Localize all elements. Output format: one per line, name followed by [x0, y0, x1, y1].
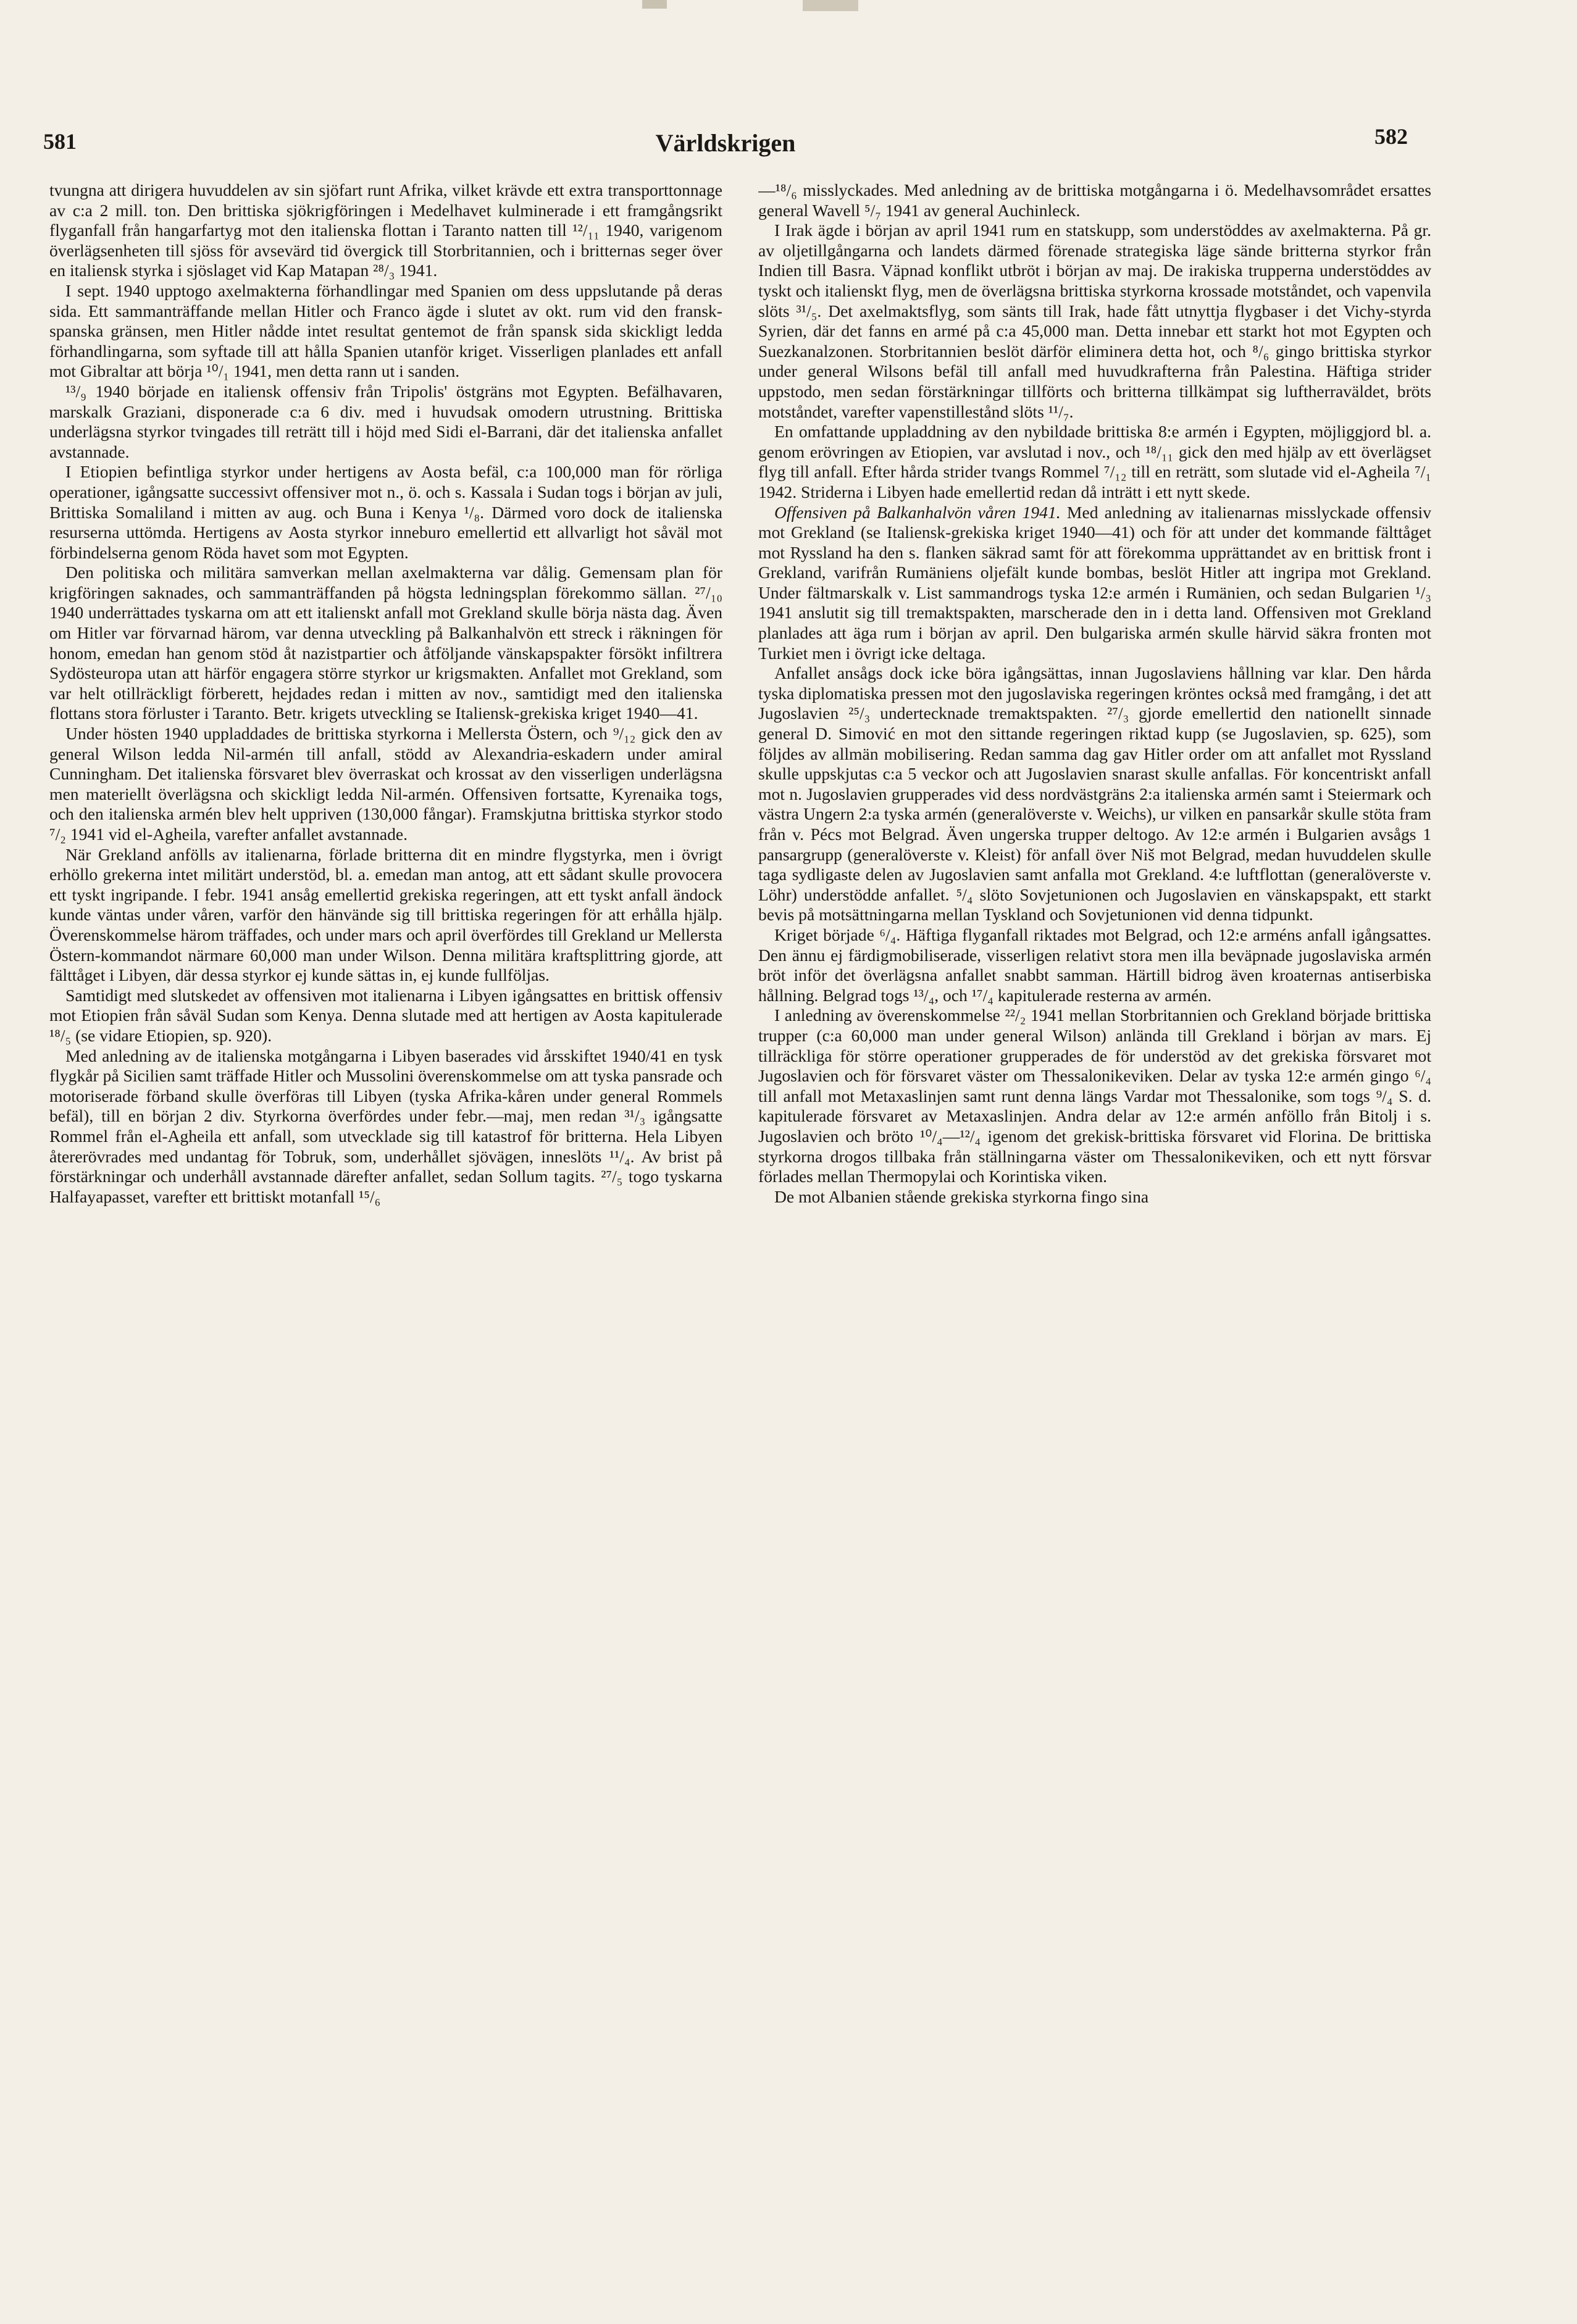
- paragraph: Kriget började ⁶/₄. Häftiga flyganfall riktades mot Belgrad, och 12:e arméns anfall igångsattes. Den ännu ej färdigmobiliserade, visserligen relativt stora men illa beväpnade jugoslaviska armén bröt inför det överlägsna anfallet snabbt samman. Härtill bidrog även kroaternas antiserbiska hållning. Belgrad togs ¹³/₄, och ¹⁷/₄ kapitulerade resterna av armén.: [758, 925, 1431, 1005]
- paragraph: [758, 503, 1431, 664]
- page-header: [43, 122, 1408, 166]
- paragraph: De mot Albanien stående grekiska styrkorna fingo sina: [774, 1186, 1149, 1206]
- paragraph: En omfattande uppladdning av den nybildade brittiska 8:e armén i Egypten, möjliggjord bl. a. genom erövringen av Etiopien, var avslutad i nov., och ¹⁸/₁₁ gick den med hjälp av ett överlägset flyg till anfall. Efter hårda strider tvangs Rommel ⁷/₁₂ till en reträtt, som slutade vid el-Agheila ⁷/₁ 1942. Striderna i Libyen hade emellertid redan då inträtt i ett nytt skede.: [758, 422, 1431, 501]
- paper-stain: [642, 0, 667, 9]
- paragraph: Anfallet ansågs dock icke böra igångsättas, innan Jugoslaviens hållning var klar. Den hårda tyska diplomatiska pressen mot den jugoslaviska regeringen kröntes också med framgång, i det att Jugoslavien ²⁵/₃ undertecknade tremaktspakten. ²⁷/₃ gjorde emellertid den nationellt sinnade general D. Simović en mot den sittande regeringen riktad kupp (se Jugoslavien, sp. 625), som följdes av allmän mobilisering. Redan samma dag gav Hitler order om att anfallet mot Ryssland skulle uppskjutas c:a 5 veckor och att Jugoslavien snarast skulle anfallas. För koncentriskt anfall mot n. Jugoslavien grupperades vid dess nordvästgräns 2:a italienska armén samt i Steiermark och västra Ungern 2:a tyska armén (generalöverste v. Weichs), ur vilken en pansarkår skulle stöta fram från v. Pécs mot Belgrad. Även ungerska trupper deltogo. Av 12:e armén i Bulgarien avsågs 1 pansargrupp (generalöverste v. Kleist) för anfall över Niš mot Belgrad, medan huvuddelen skulle taga sydligaste delen av Jugoslavien samt anfalla mot Grekland. 4:e luftflottan (generalöverste v. Löhr) understödde anfallet. ⁵/₄ slöto Sovjetunionen och Jugoslavien en vänskapspakt, ett starkt bevis på motsättningarna mellan Tyskland och Sovjetunionen vid denna tidpunkt.: [758, 663, 1431, 925]
- paragraph: I Irak ägde i början av april 1941 rum en statskupp, som understöddes av axelmakterna. På gr. av oljetillgångarna och landets därmed förenade strategiska läge sände britterna styrkor från Indien till Basra. Väpnad konflikt utbröt i början av maj. De irakiska trupperna understöddes av tyskt och italienskt flyg, men de överlägsna brittiska styrkorna krossade motståndet, och vapenvila slöts ³¹/₅. Det axelmaktsflyg, som sänts till Irak, hade fått utnyttja flygbaser i det Vichy-styrda Syrien, där det fanns en armé på c:a 45,000 man. Detta innebar ett starkt hot mot Egypten och Suezkanalzonen. Storbritannien beslöt därför eliminera detta hot, och ⁸/₆ gingo brittiska styrkor under general Wilsons befäl till anfall med huvudkrafterna från Palestina. Häftiga strider uppstodo, men sedan förstärkningar tillförts och britterna tillkämpat sig luftherraväldet, bröts motståndet, varefter vapenstillestånd slöts ¹¹/₇.: [758, 220, 1431, 421]
- paragraph: Den politiska och militära samverkan mellan axelmakterna var dålig. Gemensam plan för krigföringen saknades, och sammanträffanden på högsta ledningsplan förekommo sällan. ²⁷/₁₀ 1940 underrättades tyskarna om att ett italienskt anfall mot Grekland skulle börja nästa dag. Även om Hitler var förvarnad härom, var denna utveckling på Balkanhalvön ett streck i räkningen för honom, emedan han genom stöd åt nazistpartier och åtföljande vänskapspakter försökt infiltrera Sydösteuropa utan att härför engagera större styrkor ur krigsmakten. Anfallet mot Grekland, som var helt otillräckligt förberett, hejdades redan i mitten av nov., samtidigt med den italienska flottans stora förluster i Taranto. Betr. krigets utveckling se Italiensk-grekiska kriget 1940—41.: [49, 563, 722, 723]
- left-page-number: 581: [43, 129, 77, 154]
- paragraph: Med anledning av de italienska motgångarna i Libyen baserades vid årsskiftet 1940/41 en tysk flygkår på Sicilien samt träffade Hitler och Mussolini överenskommelse om att tyska pansrade och motoriserade förband skulle överföras till Libyen (tyska Afrika-kåren under general Rommels befäl), till en början 2 div. Styrkorna överfördes under febr.—maj, men redan ³¹/₃ igångsatte Rommel från el-Agheila ett anfall, som utvecklade sig till katastrof för britterna. Hela Libyen återerövrades med undantag för Tobruk, som, underhållet sjövägen, inneslöts ¹¹/₄. Av brist på förstärkningar och underhåll avstannade därefter anfallet, sedan Sollum tagits. ²⁷/₅ togo tyskarna Halfayapasset, varefter ett brittiskt motanfall ¹⁵/₆: [49, 1046, 722, 1206]
- paragraph-text: Med anledning av italienarnas misslyckade offensiv mot Grekland (se Italiensk-grekiska kriget 1940—41) och för att under det kommande fälttåget mot Ryssland ha den s. flanken säkrad samt för att förekomma upprättandet av en brittisk front i Grekland, varifrån Rumäniens oljefält kunde bombas, beslöt Hitler att ingripa mot Grekland. Under fältmarskalk v. List sammandrogs tyska 12:e armén i Rumänien, och sedan Bulgarien ¹/₃ 1941 anslutit sig till tremaktspakten, marscherade den in i detta land. Offensiven mot Grekland planlades att äga rum i början av april. Den bulgariska armén skulle härvid säkra fronten mot Turkiet men i övrigt icke deltaga.: [758, 502, 1431, 663]
- paragraph: I sept. 1940 upptogo axelmakterna förhandlingar med Spanien om dess uppslutande på deras sida. Ett sammanträffande mellan Hitler och Franco ägde i slutet av okt. rum vid den fransk-spanska gränsen, men Hitler nådde intet resultat gentemot de från spansk sida skickligt ledda förhandlingarna, som syftade till att hålla Spanien utanför kriget. Visserligen planlades ett anfall mot Gibraltar att börja ¹⁰/₁ 1941, men detta rann ut i sanden.: [49, 280, 722, 381]
- paragraph: tvungna att dirigera huvuddelen av sin sjöfart runt Afrika, vilket krävde ett extra transporttonnage av c:a 2 mill. ton. Den brittiska sjökrigföringen i Medelhavet kulminerade i ett framgångsrikt flyganfall från hangarfartyg mot den italienska flottan i Taranto natten till ¹²/₁₁ 1940, varigenom överlägsenheten till sjöss för avsevärd tid övergick till Storbritannien, och i britternas seger över en italiensk styrka i sjöslaget vid Kap Matapan ²⁸/₃ 1941.: [49, 180, 722, 280]
- paragraph: —¹⁸/₆ misslyckades. Med anledning av de brittiska motgångarna i ö. Medelhavsområdet ersattes general Wavell ⁵/₇ 1941 av general Auchinleck.: [758, 180, 1431, 220]
- right-page-number: 582: [1374, 124, 1408, 149]
- right-column: [758, 180, 1431, 2120]
- paragraph: ¹³/₉ 1940 började en italiensk offensiv från Tripolis' östgräns mot Egypten. Befälhavaren, marskalk Graziani, disponerade c:a 6 div. med i huvudsak omodern utrustning. Brittiska underlägsna styrkor tvingades till reträtt till i höjd med Sidi el-Barrani, där det italienska anfallet avstannade.: [49, 381, 722, 461]
- paper-stain: [803, 0, 858, 11]
- paragraph: Under hösten 1940 uppladdades de brittiska styrkorna i Mellersta Östern, och ⁹/₁₂ gick den av general Wilson ledda Nil-armén till anfall, stödd av Alexandria-eskadern under amiral Cunningham. Det italienska försvaret blev överraskat och krossat av den visserligen underlägsna men materiellt överlägsna och skickligt ledda Nil-armén. Offensiven fortsatte, Kyrenaika togs, och den italienska armén blev helt uppriven (130,000 fångar). Framskjutna brittiska styrkor stodo ⁷/₂ 1941 vid el-Agheila, varefter anfallet avstannade.: [49, 724, 722, 844]
- paragraph: I Etiopien befintliga styrkor under hertigens av Aosta befäl, c:a 100,000 man för rörliga operationer, igångsatte successivt offensiver mot n., ö. och s. Kassala i Sudan togs i början av juli, Brittiska Somaliland i mitten av aug. och Buna i Kenya ¹/₈. Därmed voro dock de italienska resurserna uttömda. Hertigens av Aosta styrkor inneburo emellertid ett allvarligt hot såväl mot förbindelserna genom Röda havet som mot Egypten.: [49, 462, 722, 562]
- page-title: Världskrigen: [655, 129, 796, 157]
- left-column: [49, 180, 722, 2120]
- paragraph: Samtidigt med slutskedet av offensiven mot italienarna i Libyen igångsattes en brittisk offensiv mot Etiopien från såväl Sudan som Kenya. Denna slutade med att hertigen av Aosta kapitulerade ¹⁸/₅ (se vidare Etiopien, sp. 920).: [49, 985, 722, 1045]
- paragraph: I anledning av överenskommelse ²²/₂ 1941 mellan Storbritannien och Grekland började brittiska trupper (c:a 60,000 man under general Wilson) anlända till Grekland i början av mars. Ej tillräckliga för större operationer grupperades de för understöd av det grekiska försvaret mot Jugoslavien och för försvaret väster om Thessalonikeviken. Delar av tyska 12:e armén gingo ⁶/₄ till anfall mot Metaxaslinjen samt runt denna längs Vardar mot Thessalonike, som togs ⁹/₄ S. d. kapitulerade försvaret av Metaxaslinjen. Andra delar av 12:e armén anföllo från Bitolj i s. Jugoslavien och bröto ¹⁰/₄—¹²/₄ igenom det grekisk-brittiska försvaret vid Florina. De brittiska styrkorna drogos tillbaka från ställningarna väster om Thessalonikeviken, och ett nytt försvar förlades mellan Thermopylai och Korintiska viken.: [758, 1005, 1431, 1186]
- paragraph: När Grekland anfölls av italienarna, förlade britterna dit en mindre flygstyrka, men i övrigt erhöllo grekerna intet militärt understöd, bl. a. emedan man antog, att ett sådant skulle provocera ett tyskt ingripande. I febr. 1941 ansåg emellertid grekiska regeringen, att ett tyskt anfall ändock kunde väntas under våren, varför den hänvände sig till brittiska regeringen för att erhålla hjälp. Överenskommelse härom träffades, och under mars och april överfördes till Grekland ur Mellersta Östern-kommandot närmare 60,000 man under Wilson. Denna militära kraftsplittring gjorde, att fälttåget i Libyen, där dessa styrkor ej kunde sättas in, ej kunde fullföljas.: [49, 844, 722, 985]
- section-heading: Offensiven på Balkanhalvön våren 1941.: [774, 502, 1061, 522]
